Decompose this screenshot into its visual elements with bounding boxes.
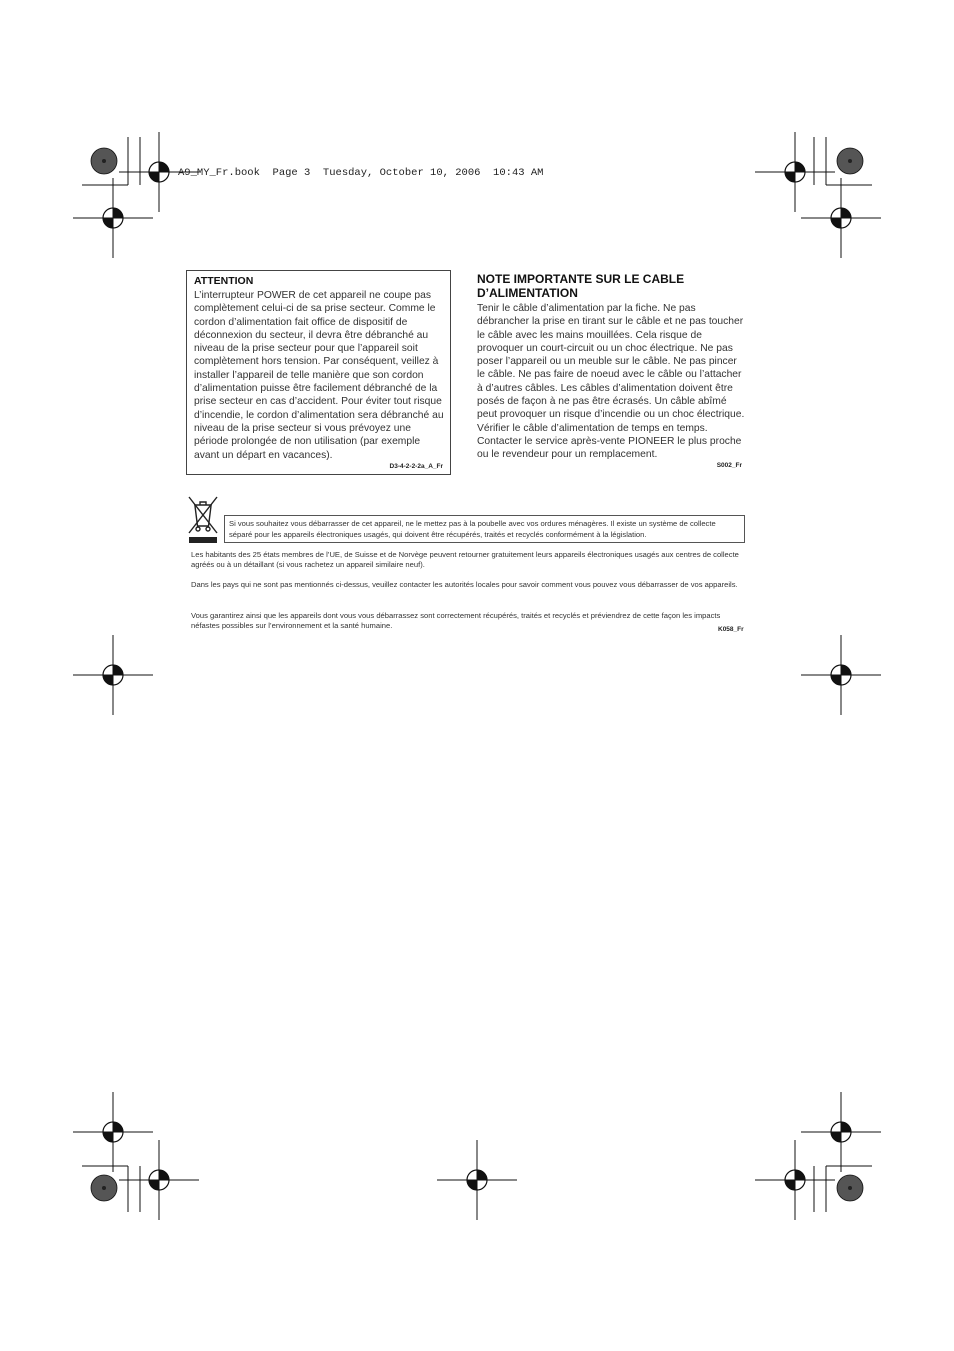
- print-slug: A9_MY_Fr.book Page 3 Tuesday, October 10, 2006 10:43 AM: [178, 167, 544, 179]
- weee-paragraph: Dans les pays qui ne sont pas mentionnés ci-dessus, veuillez contacter les autorités locales pour savoir comment vous pouvez vous débarrasser de vos appareils.: [191, 580, 738, 589]
- attention-title: ATTENTION: [194, 275, 254, 287]
- weee-code: K058_Fr: [718, 626, 744, 633]
- weee-paragraph: Les habitants des 25 états membres de l’UE, de Suisse et de Norvège peuvent retourner gratuitement leurs appareils électroniques usagés aux centres de collecte agréés ou à un détaillant (si vous rachetez un appareil similaire neuf).: [191, 550, 739, 570]
- weee-notice-box: Si vous souhaitez vous débarrasser de cet appareil, ne le mettez pas à la poubelle avec vos ordures ménagères. Il existe un système de collecte séparé pour les appareils électroniques usagés, qui doivent être récupérés, traités et recyclés conformément à la législation.: [224, 515, 745, 543]
- crossed-bin-icon: [185, 493, 221, 543]
- cable-note-title: NOTE IMPORTANTE SUR LE CABLE D’ALIMENTATION: [477, 272, 685, 300]
- weee-paragraph: Vous garantirez ainsi que les appareils dont vous vous débarrassez sont correctement récupérés, traités et recyclés et préviendrez de cette façon les impacts néfastes possibles sur l’environnement et la santé humaine.: [191, 611, 721, 631]
- cable-note-body: Tenir le câble d’alimentation par la fiche. Ne pas débrancher la prise en tirant sur le câble et ne pas toucher le câble avec les mains mouillées. Cela risque de provoquer un court-circuit ou un choc électrique. Ne pas poser l’appareil ou un meuble sur le câble. Ne pas pincer le câble. Ne pas faire de noeud avec le câble ou l’attacher à d’autres câbles. Les câbles d’alimentation doivent être posés de façon à ne pas être écrasés. Un câble abîmé peut provoquer un risque d’incendie ou un choc électrique. Vérifier le câble d’alimentation de temps en temps. Contacter le service après-vente PIONEER le plus proche ou le revendeur pour un remplacement.: [477, 303, 745, 461]
- attention-code: D3-4-2-2-2a_A_Fr: [389, 463, 443, 470]
- attention-box: [186, 270, 451, 475]
- cable-note-code: S002_Fr: [716, 462, 742, 469]
- cable-note: [477, 272, 745, 469]
- attention-body: L’interrupteur POWER de cet appareil ne coupe pas complètement celui-ci de sa prise secteur. Comme le cordon d’alimentation fait office de dispositif de déconnexion du secteur, il devra être débranché au niveau de la prise secteur pour que l’appareil soit complètement hors tension. Par conséquent, veillez à installer l’appareil de telle manière que son cordon d’alimentation puisse être facilement débranché de la prise secteur en cas d’accident. Pour éviter tout risque d’incendie, le cordon d’alimentation sera débranché au niveau de la prise secteur si vous prévoyez une période prolongée de non utilisation (par exemple avant un départ en vacances).: [194, 290, 444, 461]
